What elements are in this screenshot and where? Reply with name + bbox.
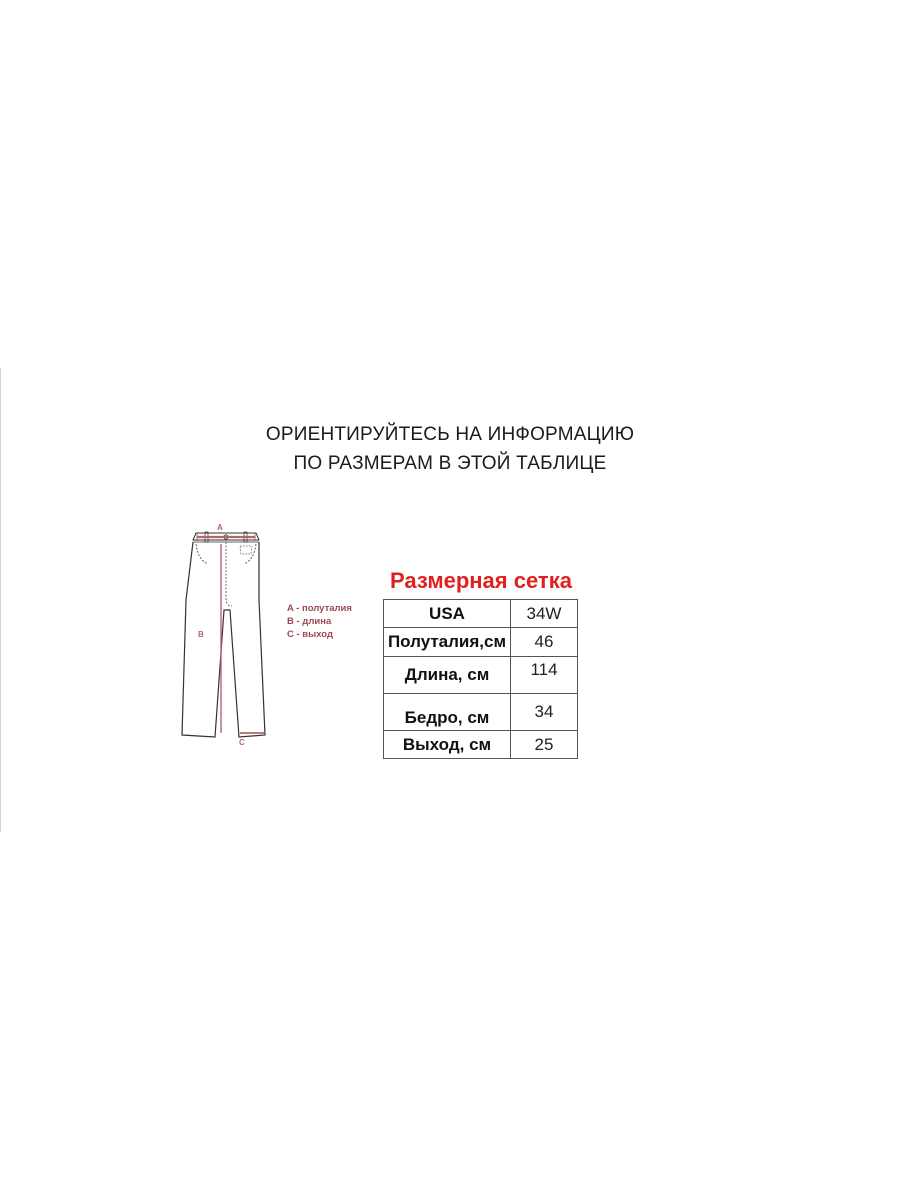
size-chart-table (383, 599, 578, 759)
coin-pocket (240, 546, 252, 554)
table-row (384, 628, 578, 657)
size-chart-title: Размерная сетка (390, 568, 572, 593)
row-label: Бедро, см (384, 694, 511, 731)
row-value: 114 (511, 657, 578, 694)
heading-line-2: ПО РАЗМЕРАМ В ЭТОЙ ТАБЛИЦЕ (293, 453, 607, 474)
legend-c: C - выход (287, 629, 334, 640)
row-label: Полуталия,см (384, 628, 511, 657)
row-value: 46 (511, 628, 578, 657)
table-row (384, 657, 578, 694)
table-row (384, 600, 578, 628)
fly-stitch (226, 542, 232, 606)
row-label: USA (384, 600, 511, 628)
row-value: 34 (511, 694, 578, 731)
table-row (384, 694, 578, 731)
legend-a: A - полуталия (287, 603, 352, 614)
row-value: 34W (511, 600, 578, 628)
table-row (384, 731, 578, 759)
row-value: 25 (511, 731, 578, 759)
label-a: A (217, 523, 223, 532)
legend-b: B - длина (287, 616, 332, 627)
label-b: B (198, 630, 204, 639)
trousers-outline (182, 542, 265, 737)
row-label: Выход, см (384, 731, 511, 759)
measurement-legend (287, 602, 352, 641)
label-c: C (239, 738, 245, 747)
heading-line-1: ОРИЕНТИРУЙТЕСЬ НА ИНФОРМАЦИЮ (265, 424, 635, 445)
row-label: Длина, см (384, 657, 511, 694)
pocket-left (196, 544, 208, 564)
instruction-heading (0, 420, 900, 478)
